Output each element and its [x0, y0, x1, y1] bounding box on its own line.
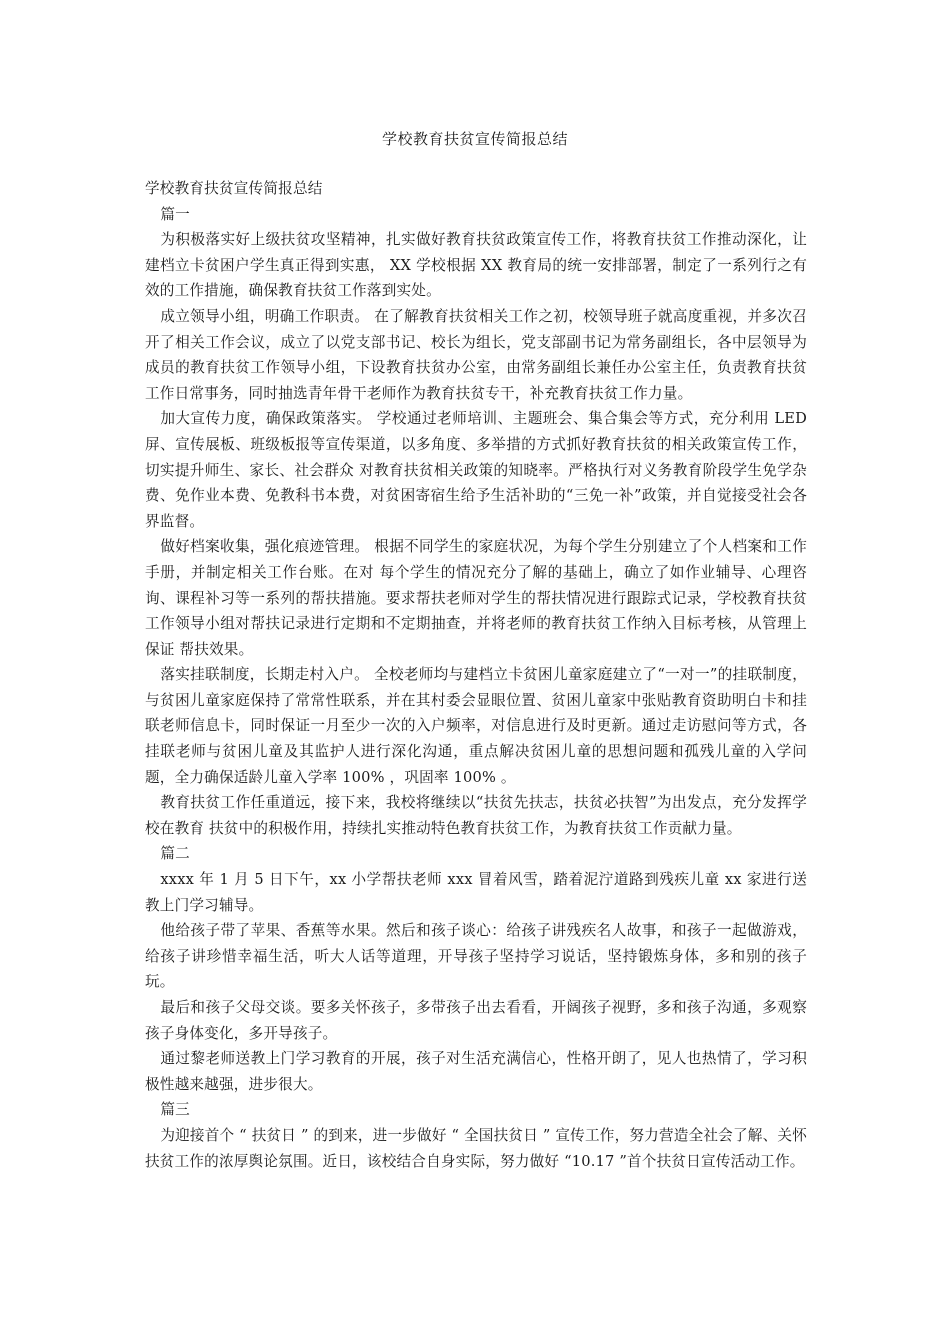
paragraph: 他给孩子带了苹果、香蕉等水果。然后和孩子谈心：给孩子讲残疾名人故事，和孩子一起做游戏，给孩子讲珍惜幸福生活，听大人话等道理，开导孩子坚持学习说话，坚持锻炼身体，多和别的孩子玩。 [145, 922, 807, 991]
paragraph: 落实挂联制度，长期走村入户。 全校老师均与建档立卡贫困儿童家庭建立了“一对一”的挂联制度，与贫困儿童家庭保持了常常性联系，并在其村委会显眼位置、贫困儿童家中张贴教育资助明白卡和挂联老师信息卡，同时保证一月至少一次的入户频率，对信息进行及时更新。通过走访慰问等方式，各挂联老师与贫困儿童及其监护人进行深化沟通，重点解决贫困儿童的思想问题和孤残儿童的入学问题，全力确保适龄儿童入学率 100% ，巩固率 100% 。 [145, 666, 807, 786]
paragraph: 为迎接首个 “ 扶贫日 ” 的到来，进一步做好 “ 全国扶贫日 ” 宣传工作，努力营造全社会了解、关怀扶贫工作的浓厚舆论氛围。近日，该校结合自身实际，努力做好 “10.17 ”首个扶贫日宣传活动工作。 [145, 1126, 807, 1170]
paragraph: 成立领导小组，明确工作职责。 在了解教育扶贫相关工作之初，校领导班子就高度重视，并多次召开了相关工作会议，成立了以党支部书记、校长为组长，党支部副书记为常务副组长，各中层领导为成员的教育扶贫工作领导小组，下设教育扶贫办公室，由常务副组长兼任办公室主任，负责教育扶贫工作日常事务，同时抽选青年骨干老师作为教育扶贫专干，补充教育扶贫工作力量。 [145, 307, 807, 402]
document-title: 学校教育扶贫宣传简报总结 [381, 130, 568, 148]
section-heading-3: 篇三 [160, 1101, 190, 1119]
paragraph: 教育扶贫工作任重道远，接下来，我校将继续以“扶贫先扶志，扶贫必扶智”为出发点，充分发挥学校在教育 扶贫中的积极作用，持续扎实推动特色教育扶贫工作，为教育扶贫工作贡献力量。 [145, 794, 807, 837]
paragraph: 加大宣传力度，确保政策落实。 学校通过老师培训、主题班会、集合集会等方式，充分利用 LED 屏、宣传展板、班级板报等宣传渠道，以多角度、多举措的方式抓好教育扶贫的相关政策宣传工作，切实提升师生、家长、社会群众 对教育扶贫相关政策的知晓率。严格执行对义务教育阶段学生免学杂费、免作业本费、免教科书本费，对贫困寄宿生给予生活补助的“三免一补”政策，并自觉接受社会各界监督。 [145, 410, 807, 530]
paragraph: 最后和孩子父母交谈。要多关怀孩子，多带孩子出去看看，开阔孩子视野，多和孩子沟通，多观察孩子身体变化，多开导孩子。 [145, 999, 807, 1042]
section-heading-2: 篇二 [160, 845, 190, 863]
document-body [145, 176, 807, 1174]
paragraph: xxxx 年 1 月 5 日下午，xx 小学帮扶老师 xxx 冒着风雪，踏着泥泞道路到残疾儿童 xx 家进行送教上门学习辅导。 [145, 871, 807, 914]
section-heading-1: 篇一 [160, 205, 190, 223]
paragraph: 为积极落实好上级扶贫攻坚精神，扎实做好教育扶贫政策宣传工作，将教育扶贫工作推动深化，让建档立卡贫困户学生真正得到实惠， XX 学校根据 XX 教育局的统一安排部署，制定了一系列行之有效的工作措施，确保教育扶贫工作落到实处。 [145, 231, 807, 300]
document-subtitle: 学校教育扶贫宣传简报总结 [145, 180, 323, 197]
paragraph: 做好档案收集，强化痕迹管理。 根据不同学生的家庭状况，为每个学生分别建立了个人档案和工作手册，并制定相关工作台账。在对 每个学生的情况充分了解的基础上，确立了如作业辅导、心理咨询、课程补习等一系列的帮扶措施。要求帮扶老师对学生的帮扶情况进行跟踪式记录，学校教育扶贫工作领导小组对帮扶记录进行定期和不定期抽查，并将老师的教育扶贫工作纳入目标考核，从管理上保证 帮扶效果。 [145, 538, 807, 658]
paragraph: 通过黎老师送教上门学习教育的开展，孩子对生活充满信心，性格开朗了，见人也热情了，学习积极性越来越强，进步很大。 [145, 1050, 807, 1093]
